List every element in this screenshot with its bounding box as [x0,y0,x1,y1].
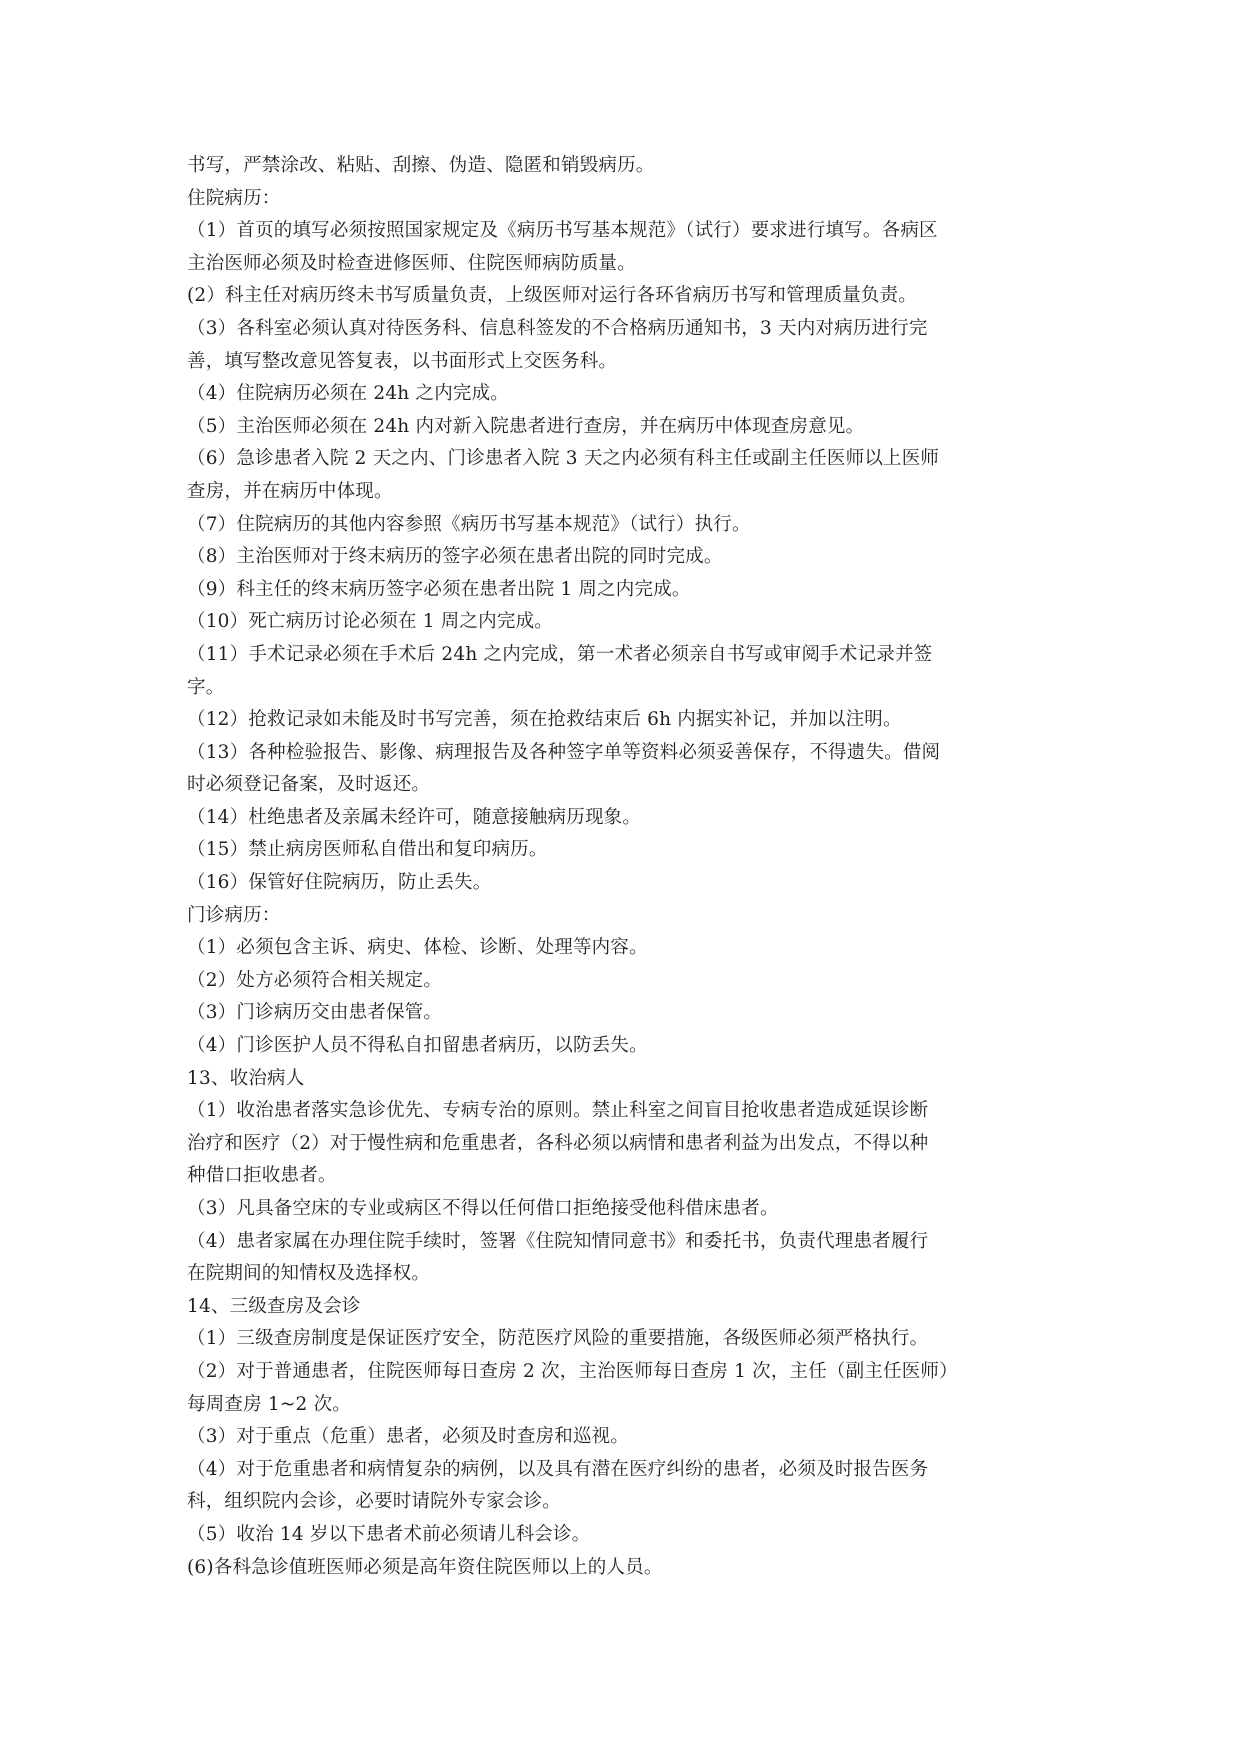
text-line: （8）主治医师对于终末病历的签字必须在患者出院的同时完成。 [187,546,723,568]
text-line: （15）禁止病房医师私自借出和复印病历。 [187,839,548,861]
text-line: （4）门诊医护人员不得私自扣留患者病历，以防丢失。 [187,1035,648,1057]
text-line: 住院病历： [187,187,281,209]
text-line: （5）主治医师必须在 24h 内对新入院患者进行查房，并在病历中体现查房意见。 [187,415,865,437]
text-line: 善，填写整改意见答复表，以书面形式上交医务科。 [187,350,618,372]
text-line: 治疗和医疗（2）对于慢性病和危重患者，各科必须以病情和患者利益为出发点，不得以种 [187,1132,929,1154]
text-line: 字。 [187,676,225,698]
text-line: （4）住院病历必须在 24h 之内完成。 [187,383,509,405]
text-line: （12）抢救记录如未能及时书写完善，须在抢救结束后 6h 内据实补记，并加以注明。 [187,709,902,731]
text-line: （16）保管好住院病历，防止丢失。 [187,872,492,894]
document-body [187,150,1053,1584]
text-line: （7）住院病历的其他内容参照《病历书写基本规范》（试行）执行。 [187,513,751,535]
text-line: （3）各科室必须认真对待医务科、信息科签发的不合格病历通知书，3 天内对病历进行完 [187,317,928,339]
text-line: 种借口拒收患者。 [187,1165,337,1187]
text-line: 主治医师必须及时检查进修医师、住院医师病防质量。 [187,252,636,274]
text-line: （1）三级查房制度是保证医疗安全，防范医疗风险的重要措施，各级医师必须严格执行。 [187,1328,929,1350]
text-line: （6）急诊患者入院 2 天之内、门诊患者入院 3 天之内必须有科主任或副主任医师以上医师 [187,448,940,470]
text-line: （14）杜绝患者及亲属未经许可，随意接触病历现象。 [187,806,642,828]
text-line: （4）患者家属在办理住院手续时，签署《住院知情同意书》和委托书，负责代理患者履行 [187,1230,929,1252]
text-line: （11）手术记录必须在手术后 24h 之内完成，第一术者必须亲自书写或审阅手术记录并签 [187,643,933,665]
text-line: （1）收治患者落实急诊优先、专病专治的原则。禁止科室之间盲目抢收患者造成延误诊断 [187,1100,929,1122]
text-line: （3）凡具备空床的专业或病区不得以任何借口拒绝接受他科借床患者。 [187,1198,779,1219]
text-line: 查房，并在病历中体现。 [187,480,393,502]
text-line: （3）门诊病历交由患者保管。 [187,1002,443,1024]
text-line: （1）首页的填写必须按照国家规定及《病历书写基本规范》（试行）要求进行填写。各病区 [187,220,938,242]
text-line: (2）科主任对病历终未书写质量负责，上级医师对运行各环省病历书写和管理质量负责。 [187,285,917,307]
text-line: 科，组织院内会诊，必要时请院外专家会诊。 [187,1491,562,1513]
text-line: （3）对于重点（危重）患者，必须及时查房和巡视。 [187,1426,630,1448]
text-line: 时必须登记备案，及时返还。 [187,774,431,796]
text-line: （13）各种检验报告、影像、病理报告及各种签字单等资料必须妥善保存，不得遗失。借阅 [187,741,941,763]
text-line: （1）必须包含主诉、病史、体检、诊断、处理等内容。 [187,937,648,959]
text-line: （9）科主任的终末病历签字必须在患者出院 1 周之内完成。 [187,578,691,600]
text-line: （2）处方必须符合相关规定。 [187,969,443,991]
text-line: 书写，严禁涂改、粘贴、刮擦、伪造、隐匿和销毁病历。 [187,155,655,176]
text-line: （5）收治 14 岁以下患者术前必须请儿科会诊。 [187,1523,591,1545]
text-line: （2）对于普通患者，住院医师每日查房 2 次，主治医师每日查房 1 次，主任（副主任医师） [187,1360,958,1382]
text-line: （10）死亡病历讨论必须在 1 周之内完成。 [187,611,553,633]
text-line: （4）对于危重患者和病情复杂的病例，以及具有潜在医疗纠纷的患者，必须及时报告医务 [187,1458,929,1480]
text-line: 每周查房 1~2 次。 [187,1393,352,1415]
text-line: 14、三级查房及会诊 [187,1295,361,1317]
text-line: 门诊病历： [187,904,281,926]
text-line: 13、收治病人 [187,1067,305,1089]
text-line: (6)各科急诊值班医师必须是高年资住院医师以上的人员。 [187,1556,663,1578]
text-line: 在院期间的知情权及选择权。 [187,1263,431,1285]
